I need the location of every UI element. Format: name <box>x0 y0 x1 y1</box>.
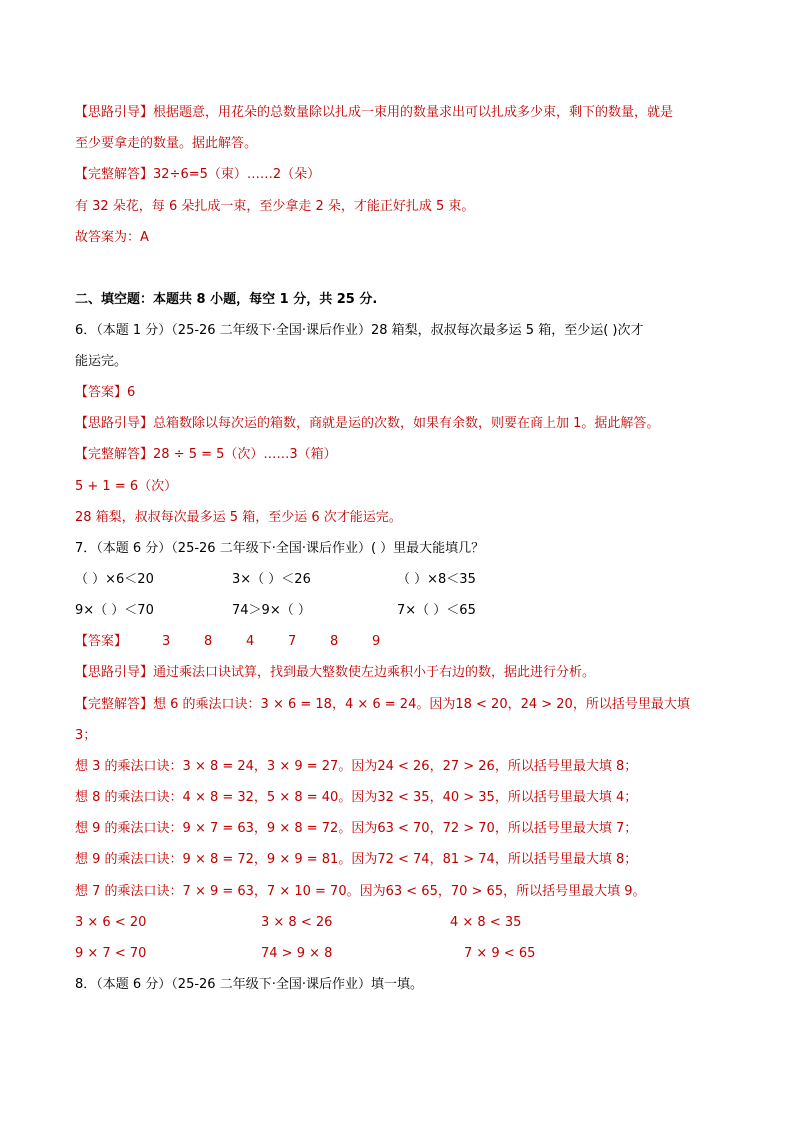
q7-blank-5: 74＞9×（ ） <box>232 603 311 618</box>
thinking-tag: 【思路引导】 <box>75 105 154 120</box>
answer-tag: 【答案】 <box>75 634 128 649</box>
section2-title: 二、填空题：本题共 8 小题，每空 1 分，共 25 分. <box>75 292 378 307</box>
q7-answer-2: 8 <box>204 634 213 649</box>
q7-solution-line-3: 想 9 的乘法口诀：9 × 7 = 63，9 × 8 = 72。因为63 < 70，72 > 70，所以括号里最大填 7； <box>75 821 638 836</box>
thinking-tag: 【思路引导】 <box>75 665 154 680</box>
q7-result-3: 4 × 8 < 35 <box>450 915 522 930</box>
q5-thinking-text: 根据题意，用花朵的总数量除以扎成一束用的数量求出可以扎成多少束，剩下的数量，就是 <box>153 105 674 120</box>
thinking-tag: 【思路引导】 <box>75 416 154 431</box>
q7-answer-line <box>75 633 735 651</box>
q7-result-2: 3 × 8 < 26 <box>261 915 333 930</box>
q7-thinking-text: 通过乘法口诀试算，找到最大整数使左边乘积小于右边的数，据此进行分析。 <box>153 665 596 680</box>
q7-result-4: 9 × 7 < 70 <box>75 946 147 961</box>
q7-blank-4: 9×（ ）＜70 <box>75 603 154 618</box>
q7-blank-2: 3×（ ）＜26 <box>232 572 311 587</box>
q6-stem-cont: 能运完。 <box>75 354 128 369</box>
q6-thinking-text: 总箱数除以每次运的箱数，商就是运的次数，如果有余数，则要在商上加 1。据此解答。 <box>153 416 660 431</box>
q7-result-row2 <box>75 945 735 963</box>
q7-solution-cont: 3； <box>75 728 97 743</box>
q7-result-6: 7 × 9 < 65 <box>464 946 536 961</box>
q7-solution-line-5: 想 7 的乘法口诀：7 × 9 = 63，7 × 10 = 70。因为63 < 65，70 > 65，所以括号里最大填 9。 <box>75 884 646 899</box>
q5-thinking-cont: 至少要拿走的数量。据此解答。 <box>75 136 258 151</box>
q7-solution-line-4: 想 9 的乘法口诀：9 × 8 = 72，9 × 9 = 81。因为72 < 74，81 > 74，所以括号里最大填 8； <box>75 852 638 867</box>
q7-answer-6: 9 <box>372 634 381 649</box>
q7-blank-6: 7×（ ）＜65 <box>397 603 476 618</box>
q7-result-5: 74 > 9 × 8 <box>261 946 333 961</box>
q7-solution-line-2: 想 8 的乘法口诀：4 × 8 = 32，5 × 8 = 40。因为32 < 35，40 > 35，所以括号里最大填 4； <box>75 790 638 805</box>
solution-tag: 【完整解答】 <box>75 167 154 182</box>
q6-solution-line <box>75 446 337 464</box>
q6-solution-line1: 5 + 1 = 6（次） <box>75 479 178 494</box>
q7-answer-5: 8 <box>330 634 339 649</box>
solution-tag: 【完整解答】 <box>75 447 154 462</box>
q7-blank-1: （ ）×6＜20 <box>75 572 154 587</box>
q7-solution-line <box>75 696 690 714</box>
q6-answer: 6 <box>127 385 136 400</box>
solution-tag: 【完整解答】 <box>75 697 154 712</box>
answer-tag: 【答案】 <box>75 385 128 400</box>
q7-thinking-line <box>75 664 595 682</box>
q6-stem: 6．（本题 1 分）（25-26 二年级下·全国·课后作业）28 箱梨，叔叔每次最多运 5 箱，至少运( )次才 <box>75 323 644 338</box>
q7-answer-3: 4 <box>246 634 255 649</box>
q6-answer-line <box>75 384 135 402</box>
q7-blank-3: （ ）×8＜35 <box>397 572 476 587</box>
q6-solution-text: 28 ÷ 5 = 5（次）……3（箱） <box>153 447 337 462</box>
q5-thinking-line <box>75 104 673 122</box>
q7-row1 <box>75 571 735 589</box>
q6-solution-line2: 28 箱梨，叔叔每次最多运 5 箱，至少运 6 次才能运完。 <box>75 510 402 525</box>
q7-result-row1 <box>75 914 735 932</box>
q7-result-1: 3 × 6 < 20 <box>75 915 147 930</box>
q7-stem: 7．（本题 6 分）（25-26 二年级下·全国·课后作业）( ）里最大能填几？ <box>75 541 485 556</box>
q5-solution-line1: 有 32 朵花，每 6 朵扎成一束，至少拿走 2 朵，才能正好扎成 5 束。 <box>75 199 475 214</box>
q5-solution-text: 32÷6=5（束）……2（朵） <box>153 167 321 182</box>
q7-answer-1: 3 <box>162 634 171 649</box>
q8-stem: 8．（本题 6 分）（25-26 二年级下·全国·课后作业）填一填。 <box>75 977 423 992</box>
q5-final-answer: 故答案为：A <box>75 230 149 245</box>
q6-thinking-line <box>75 415 659 433</box>
q7-row2 <box>75 602 735 620</box>
q5-solution-line <box>75 166 320 184</box>
q7-answer-4: 7 <box>288 634 297 649</box>
q7-solution-line-1: 想 3 的乘法口诀：3 × 8 = 24，3 × 9 = 27。因为24 < 26，27 > 26，所以括号里最大填 8； <box>75 759 638 774</box>
q7-solution-text: 想 6 的乘法口诀：3 × 6 = 18，4 × 6 = 24。因为18 < 20，24 > 20，所以括号里最大填 <box>153 697 690 712</box>
